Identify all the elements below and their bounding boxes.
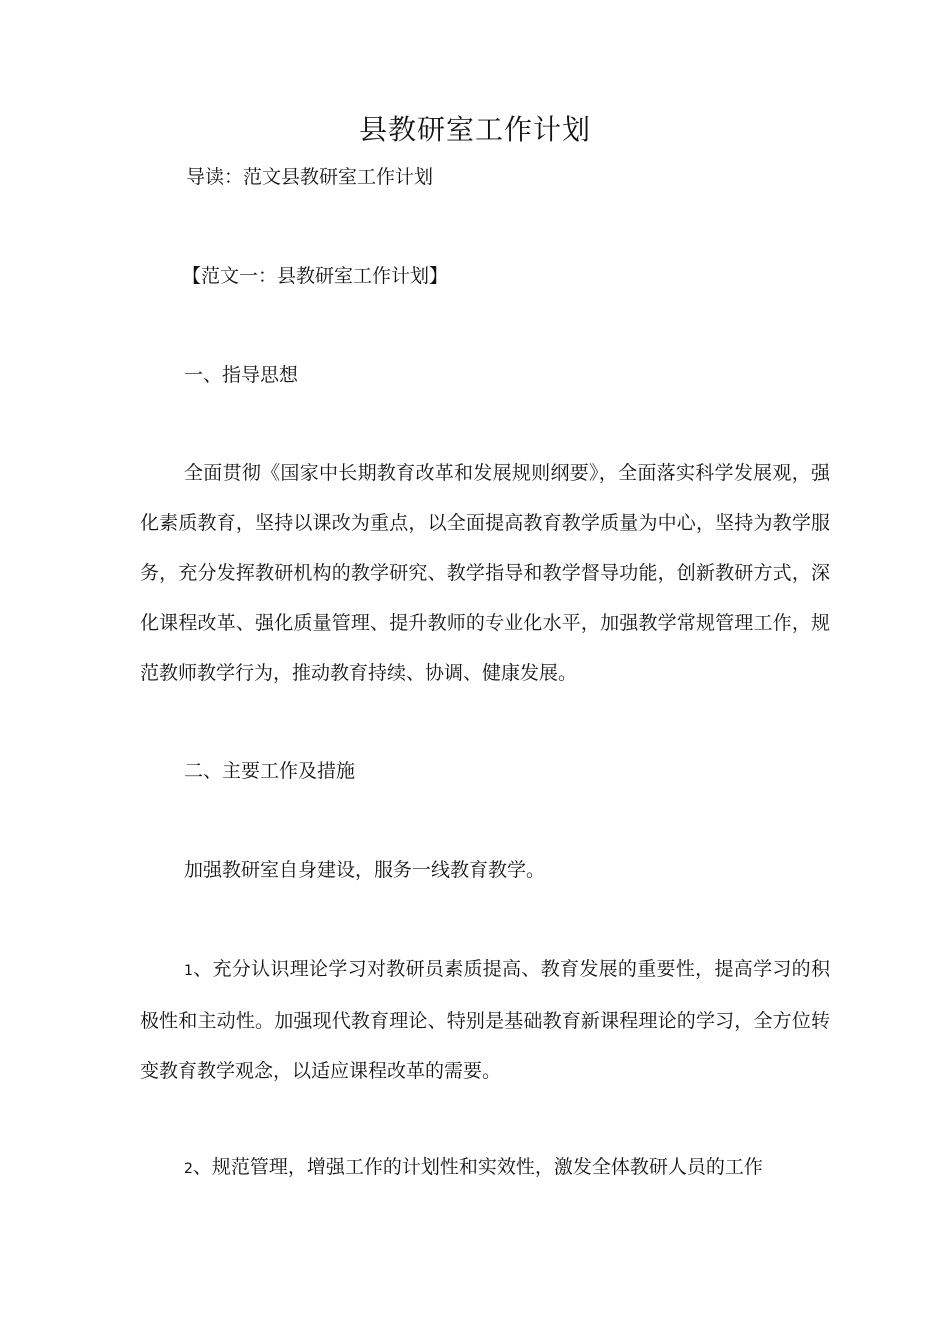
item2-text: 、规范管理，增强工作的计划性和实效性，激发全体教研人员的工作 xyxy=(192,1156,763,1178)
section1-heading: 一、指导思想 xyxy=(184,364,299,386)
intro-line: 导读：范文县教研室工作计划 xyxy=(186,166,434,188)
sample-heading: 【范文一：县教研室工作计划】 xyxy=(182,265,449,287)
section2-heading: 二、主要工作及措施 xyxy=(184,760,356,782)
item1-text: 、充分认识理论学习对教研员素质提高、教育发展的重要性，提高学习的积极性和主动性。加强现代教育理论、特别是基础教育新课程理论的学习，全方位转变教育教学观念，以适应课程改革的需要。 xyxy=(140,958,830,1082)
section1-paragraph: 全面贯彻《国家中长期教育改革和发展规则纲要》，全面落实科学发展观，强化素质教育，坚持以课改为重点，以全面提高教育教学质量为中心，坚持为教学服务，充分发挥教研机构的教学研究、教学指导和教学督导功能，创新教研方式，深化课程改革、强化质量管理、提升教师的专业化水平，加强教学常规管理工作，规范教师教学行为，推动教育持续、协调、健康发展。 xyxy=(140,462,830,684)
section2-lead: 加强教研室自身建设，服务一线教育教学。 xyxy=(184,859,546,881)
item2-paragraph xyxy=(140,1142,830,1194)
document-title: 县教研室工作计划 xyxy=(358,113,591,146)
item1-number: 1 xyxy=(184,963,193,979)
item1-paragraph xyxy=(140,944,830,1096)
item2-number: 2 xyxy=(184,1161,193,1177)
